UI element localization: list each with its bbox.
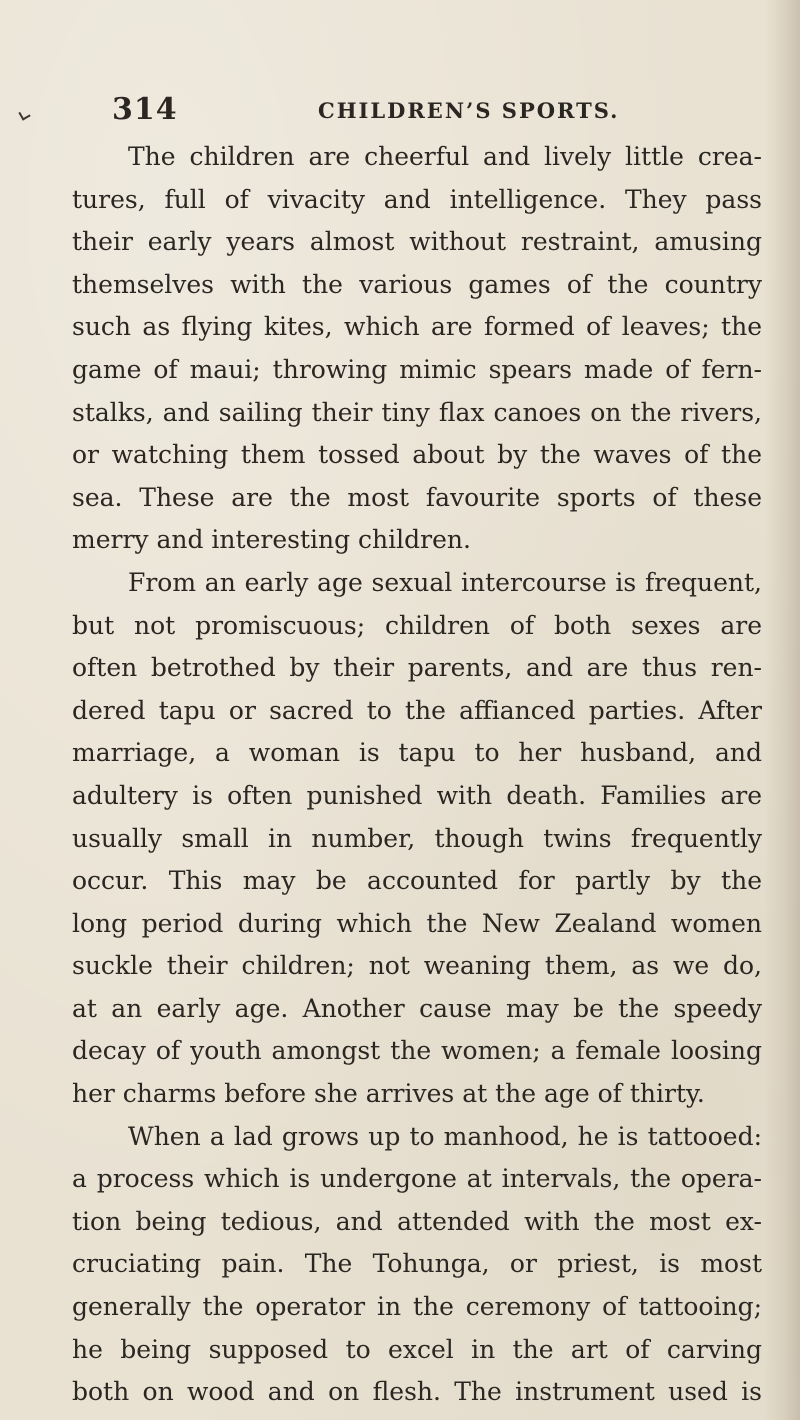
text-line: but not promiscuous; children of both sexes are xyxy=(72,610,762,640)
text-line: adultery is often punished with death. Families are xyxy=(72,780,762,810)
page-edge-shadow xyxy=(764,0,800,1420)
text-line: he being supposed to excel in the art of carving xyxy=(72,1334,762,1364)
text-line: both on wood and on flesh. The instrument used is xyxy=(72,1377,762,1407)
text-line: marriage, a woman is tapu to her husband, and xyxy=(72,738,762,768)
paragraph-first-line: The children are cheerful and lively little crea- xyxy=(128,142,762,171)
text-line: their early years almost without restraint, amusing xyxy=(72,227,762,257)
text-line: often betrothed by their parents, and are thus ren- xyxy=(72,653,762,683)
text-line: game of maui; throwing mimic spears made of fern- xyxy=(72,354,762,384)
page-number: 314 xyxy=(112,92,178,127)
text-line: occur. This may be accounted for partly by the xyxy=(72,866,762,896)
text-line: decay of youth amongst the women; a female loosing xyxy=(72,1036,762,1066)
paragraph-first-line: When a lad grows up to manhood, he is tattooed: xyxy=(128,1121,762,1151)
text-line: usually small in number, though twins frequently xyxy=(72,823,762,853)
page-header xyxy=(112,92,752,132)
body-text xyxy=(72,136,762,1414)
text-line: at an early age. Another cause may be the speedy xyxy=(72,993,762,1023)
text-line: tion being tedious, and attended with the most ex- xyxy=(72,1206,762,1236)
text-line: generally the operator in the ceremony of tattooing; xyxy=(72,1292,762,1322)
text-line: themselves with the various games of the country xyxy=(72,269,762,299)
text-line: suckle their children; not weaning them, as we do, xyxy=(72,951,762,981)
text-line: tures, full of vivacity and intelligence. They pass xyxy=(72,184,762,214)
text-line: or watching them tossed about by the waves of the xyxy=(72,440,762,470)
paragraph-last-line: her charms before she arrives at the age of thirty. xyxy=(72,1079,705,1109)
text-line: long period during which the New Zealand women xyxy=(72,908,762,938)
paragraph-first-line: From an early age sexual intercourse is frequent, xyxy=(128,567,762,597)
text-line: stalks, and sailing their tiny flax canoes on the rivers, xyxy=(72,397,762,427)
text-line: sea. These are the most favourite sports of these xyxy=(72,482,762,512)
text-line: cruciating pain. The Tohunga, or priest, is most xyxy=(72,1249,762,1279)
margin-mark xyxy=(18,108,30,120)
text-line: such as flying kites, which are formed of leaves; the xyxy=(72,312,762,342)
paragraph-last-line: merry and interesting children. xyxy=(72,525,471,555)
text-line: dered tapu or sacred to the affianced parties. After xyxy=(72,695,762,725)
running-head: CHILDREN’S SPORTS. xyxy=(318,98,620,123)
text-line: a process which is undergone at intervals, the opera- xyxy=(72,1164,762,1194)
